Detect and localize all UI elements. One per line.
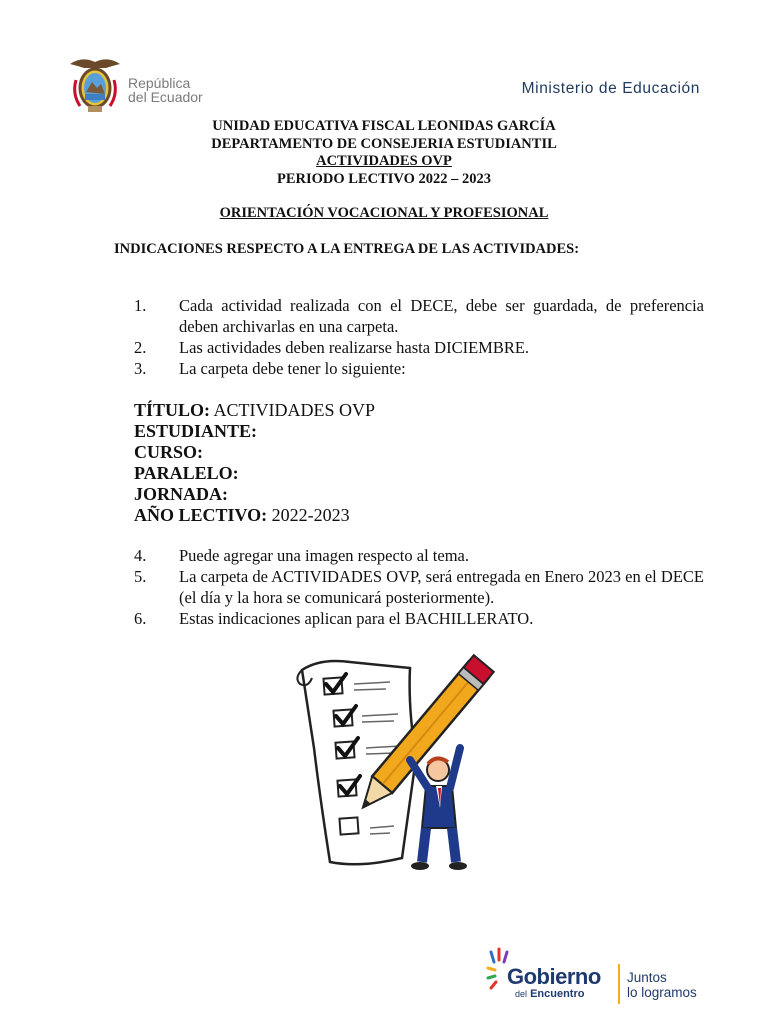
list-item [134,608,704,629]
del-encuentro-label: del Encuentro [515,988,585,1000]
item-text: Cada actividad realizada con el DECE, debe ser guardada, de preferencia deben archivarlas en una carpeta. [179,296,704,336]
item-number: 1. [134,296,147,315]
item-text: La carpeta debe tener lo siguiente: [179,359,406,378]
department-name: DEPARTAMENTO DE CONSEJERIA ESTUDIANTIL [211,135,557,152]
instructions-heading: INDICACIONES RESPECTO A LA ENTREGA DE LAS ACTIVIDADES: [114,241,580,257]
instructions-list-2 [134,545,704,629]
item-number: 2. [134,338,147,357]
folder-fields [134,400,375,526]
republica-del-ecuador-logo [64,52,224,118]
item-number: 5. [134,567,147,586]
footer-divider [618,964,620,1004]
item-text: La carpeta de ACTIVIDADES OVP, será entregada en Enero 2023 en el DECE (el día y la hora se comunicará posteriormente). [179,567,704,607]
item-number: 6. [134,609,147,628]
field-course: CURSO: [134,442,204,462]
item-number: 3. [134,359,147,378]
list-item [134,337,704,358]
field-student: ESTUDIANTE: [134,421,258,441]
school-name: UNIDAD EDUCATIVA FISCAL LEONIDAS GARCÍA [212,118,556,134]
ministry-title: Ministerio de Educación [521,80,700,97]
document-titles [0,118,768,188]
list-item [134,295,704,337]
ecuador-label: del Ecuador [128,89,203,105]
item-number: 4. [134,546,147,565]
item-text: Estas indicaciones aplican para el BACHILLERATO. [179,609,534,628]
item-text: Puede agregar una imagen respecto al tema. [179,546,469,565]
item-text: Las actividades deben realizarse hasta DICIEMBRE. [179,338,530,357]
list-item [134,358,704,379]
checklist-illustration-icon [290,648,510,878]
list-item [134,566,704,608]
coat-of-arms-icon [64,54,126,116]
instructions-list-1 [134,295,704,379]
republic-label: República [128,75,191,91]
section-heading: ORIENTACIÓN VOCACIONAL Y PROFESIONAL [219,205,549,221]
field-title: TÍTULO: ACTIVIDADES OVP [134,400,376,420]
gobierno-word: Gobierno [507,964,601,989]
school-period: PERIODO LECTIVO 2022 – 2023 [276,170,491,187]
field-parallel: PARALELO: [134,463,239,483]
checklist-pencil-illustration [290,648,510,878]
gobierno-del-encuentro-logo [485,946,715,1004]
field-school-year: AÑO LECTIVO: 2022-2023 [134,505,350,525]
slogan: Juntos lo logramos [627,970,697,1000]
list-item [134,545,704,566]
activities-title: ACTIVIDADES OVP [316,153,452,169]
field-shift: JORNADA: [134,484,228,504]
